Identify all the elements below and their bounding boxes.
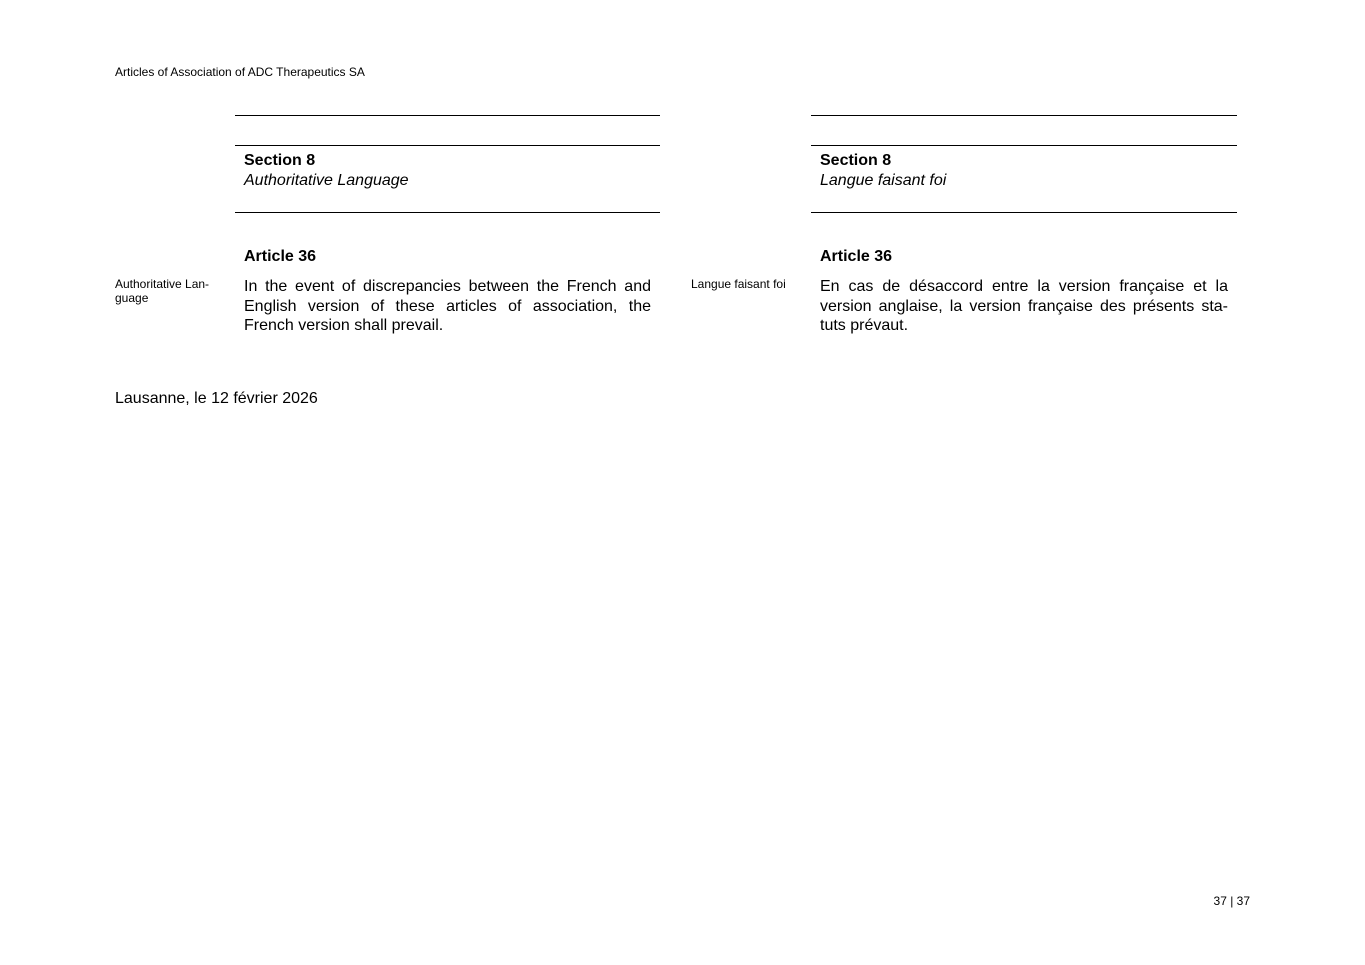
article-body-french: En cas de désaccord entre la version française et la version anglaise, la version française des présents sta-tuts prévaut. bbox=[820, 278, 1228, 334]
section-subtitle: Authoritative Language bbox=[244, 172, 409, 189]
article-title-english: Article 36 bbox=[244, 248, 317, 265]
section-heading-english bbox=[244, 151, 409, 191]
section-title: Section 8 bbox=[820, 152, 892, 169]
divider bbox=[811, 115, 1237, 116]
divider bbox=[235, 145, 660, 146]
document-header: Articles of Association of ADC Therapeutics SA bbox=[115, 65, 365, 79]
section-subtitle: Langue faisant foi bbox=[820, 172, 947, 189]
article-title-french: Article 36 bbox=[820, 248, 893, 265]
divider bbox=[235, 115, 660, 116]
section-title: Section 8 bbox=[244, 152, 316, 169]
section-heading-french bbox=[820, 151, 946, 191]
divider bbox=[811, 212, 1237, 213]
divider bbox=[811, 145, 1237, 146]
margin-note-french: Langue faisant foi bbox=[691, 277, 786, 291]
place-and-date: Lausanne, le 12 février 2026 bbox=[115, 390, 318, 407]
article-body-english: In the event of discrepancies between the French and English version of these articles of association, the French version shall prevail. bbox=[244, 278, 651, 334]
page-number: 37 | 37 bbox=[1213, 894, 1250, 908]
margin-note-english: Authoritative Lan-guage bbox=[115, 277, 210, 305]
divider bbox=[235, 212, 660, 213]
